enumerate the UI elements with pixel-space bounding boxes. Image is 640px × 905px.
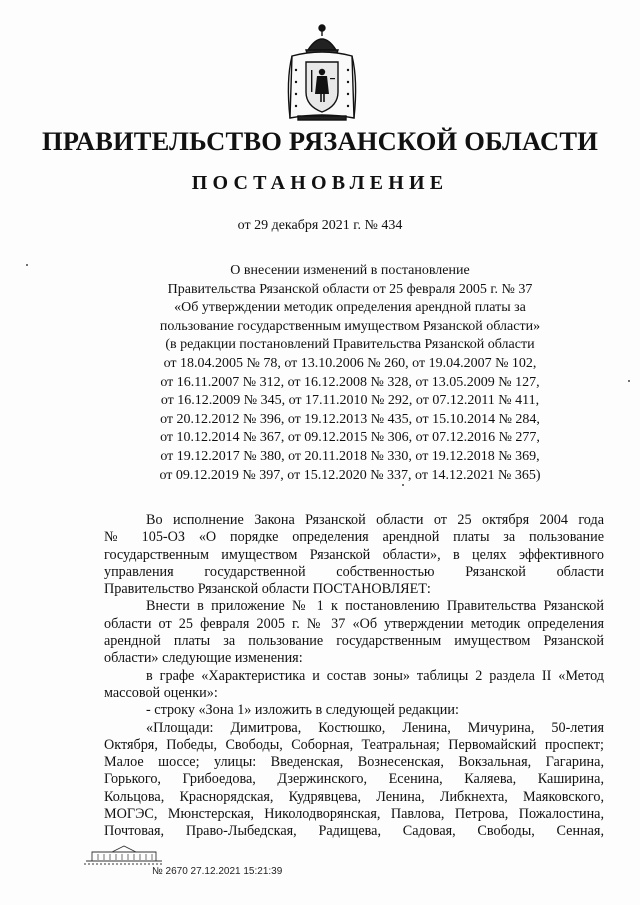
body-line: Октября, Победы, Свободы, Соборная, Театральная; Первомайский проспект; (104, 736, 604, 753)
scan-speck (628, 380, 630, 382)
preamble-line: пользование государственным имуществом Рязанской области» (159, 318, 541, 334)
paragraph-legal-basis (104, 512, 604, 598)
preamble-line: от 20.12.2012 № 396, от 19.12.2013 № 435, от 15.10.2014 № 284, (160, 411, 540, 427)
body-line: «Площади: Димитрова, Костюшко, Ленина, Мичурина, 50-летия (146, 719, 604, 736)
preamble-line: (в редакции постановлений Правительства Рязанской области (165, 337, 535, 353)
document-date-number: от 29 декабря 2021 г. № 434 (237, 218, 403, 233)
body-line: в графе «Характеристика и состав зоны» таблицы 2 раздела II «Метод (146, 667, 604, 684)
preamble-line: от 16.11.2007 № 312, от 16.12.2008 № 328, от 13.05.2009 № 127, (160, 374, 540, 390)
body-line: Малое шоссе; улицы: Введенская, Вознесенская, Вокзальная, Гагарина, (104, 754, 604, 771)
preamble-line: от 19.12.2017 № 380, от 20.11.2018 № 330, от 19.12.2018 № 369, (160, 448, 540, 464)
paragraph-table-column (104, 668, 604, 703)
body-line: арендной платы за пользование государственным имуществом Рязанской (104, 633, 604, 650)
preamble-line: от 16.12.2009 № 345, от 17.11.2010 № 292, от 07.12.2011 № 411, (160, 393, 540, 409)
body-line: Правительство Рязанской области ПОСТАНОВЛЯЕТ: (104, 581, 431, 598)
body-line: области от 25 февраля 2005 г. № 37 «Об утверждении методик определения (104, 615, 604, 632)
body-line: государственным имуществом Рязанской области», в целях эффективного (104, 546, 604, 563)
government-title: ПРАВИТЕЛЬСТВО РЯЗАНСКОЙ ОБЛАСТИ (41, 126, 599, 156)
paragraph-zone-list (104, 720, 604, 841)
preamble-line: от 18.04.2005 № 78, от 13.10.2006 № 260, от 19.04.2007 № 102, (163, 355, 537, 371)
preamble-line: Правительства Рязанской области от 25 февраля 2005 г. № 37 (167, 281, 533, 297)
scan-speck (26, 264, 28, 266)
resolution-body (104, 512, 604, 841)
scan-speck (402, 484, 404, 486)
body-line: Почтовая, Право-Лыбедская, Радищева, Садовая, Свободы, Сенная, (104, 823, 604, 840)
building-stamp-icon (82, 843, 166, 865)
body-line: управления государственной собственностью Рязанской области (104, 563, 604, 580)
body-line: области» следующие изменения: (104, 650, 303, 667)
resolution-preamble (140, 262, 560, 485)
preamble-line: от 09.12.2019 № 397, от 15.12.2020 № 337, от 14.12.2021 № 365) (159, 467, 541, 483)
body-line: Кольцова, Краснорядская, Кудрявцева, Ленина, Либкнехта, Маяковского, (104, 788, 604, 805)
registration-mark: № 2670 27.12.2021 15:21:39 (152, 866, 283, 877)
body-line: МОГЭС, Мюнстерская, Николодворянская, Павлова, Петрова, Пожалостина, (104, 806, 604, 823)
body-line: Во исполнение Закона Рязанской области от 25 октября 2004 года (146, 512, 604, 528)
preamble-line: «Об утверждении методик определения арендной платы за (174, 300, 526, 316)
preamble-line: О внесении изменений в постановление (230, 263, 470, 278)
coat-of-arms-emblem (284, 20, 360, 128)
body-line: - строку «Зона 1» изложить в следующей редакции: (146, 702, 459, 719)
body-line: Внести в приложение № 1 к постановлению Правительства Рязанской (146, 598, 604, 615)
preamble-line: от 10.12.2014 № 367, от 09.12.2015 № 306, от 07.12.2016 № 277, (160, 430, 540, 446)
body-line: № 105-ОЗ «О порядке определения арендной платы за пользование (104, 529, 604, 546)
body-line: Горького, Грибоедова, Дзержинского, Есенина, Каляева, Каширина, (104, 771, 604, 788)
paragraph-amendment (104, 598, 604, 667)
paragraph-zone-row (104, 702, 604, 719)
body-line: массовой оценки»: (104, 684, 218, 701)
document-type-heading: ПОСТАНОВЛЕНИЕ (191, 172, 449, 194)
